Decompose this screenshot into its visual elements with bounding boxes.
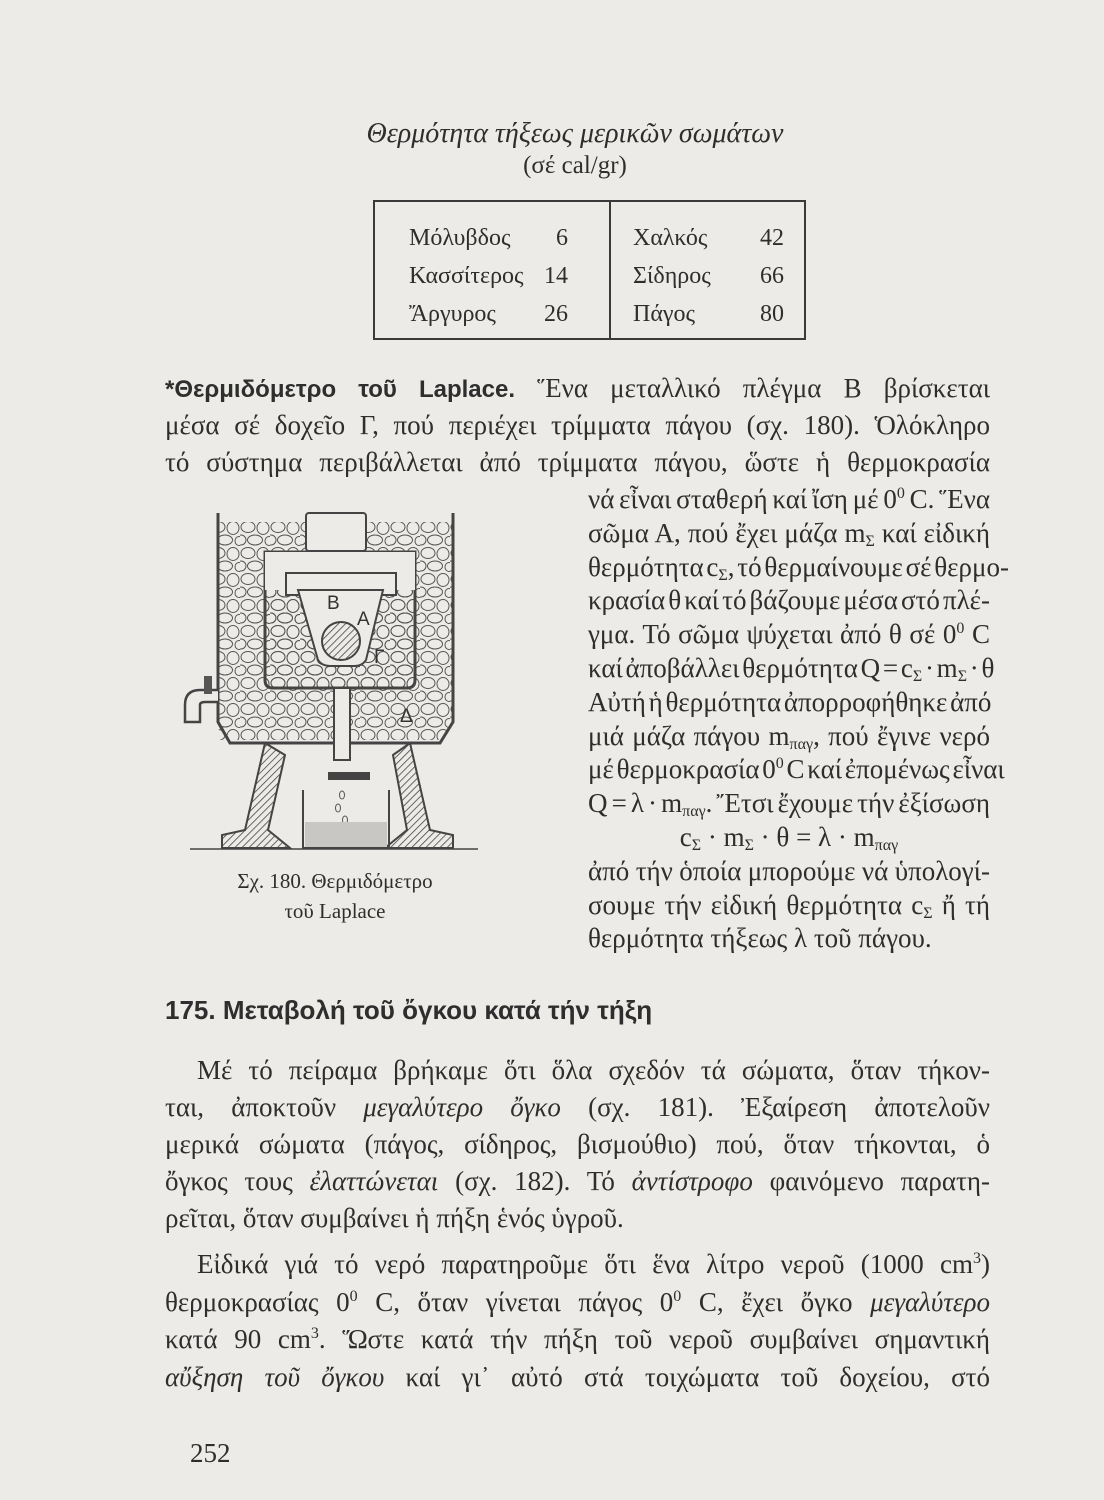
text-segment: ἀντίστροφο — [631, 1166, 753, 1196]
text-segment: Αὐτή ἡ θερμότητα ἀπορροφήθηκε ἀπό — [588, 686, 992, 717]
text-segment: σῶμα Α, πού ἔχει μάζα m — [588, 517, 866, 548]
text-segment: μιά μάζα πάγου m — [588, 720, 790, 751]
text-segment: Σ — [865, 532, 875, 550]
label-gamma: Γ — [374, 647, 385, 668]
text-segment: . Ἔτσι ἔχουμε τήν ἐξίσωση — [705, 788, 990, 819]
table-cell-name: Κασσίτερος — [409, 263, 524, 289]
text-segment: θερμότητα τήξεως λ τοῦ πάγου. — [588, 923, 932, 954]
text-segment: · m — [701, 822, 745, 852]
text-segment: 3 — [973, 1250, 981, 1267]
text-segment: , τό θερμαίνουμε σέ θερμο- — [727, 551, 1009, 582]
text-segment: Εἰδικά γιά τό νερό παρατηροῦμε ὅτι ἕνα λίτρο νεροῦ (1000 cm — [197, 1249, 973, 1279]
table-cell-value: 42 — [760, 225, 784, 251]
text-segment: μερικά σώματα (πάγος, σίδηρος, βισμούθιο) πού, ὅταν τήκονται, ὁ — [165, 1129, 990, 1159]
text-segment: 3 — [310, 1325, 319, 1342]
text-segment: 0 — [673, 1287, 682, 1305]
text-segment: Σ — [744, 837, 754, 854]
text-segment: ἐλαττώνεται — [309, 1166, 439, 1196]
text-segment: (σχ. 182). Τό — [438, 1166, 632, 1196]
text-line — [165, 1164, 990, 1201]
text-segment: Σ — [912, 668, 923, 685]
table-cell-value: 80 — [760, 301, 784, 327]
text-segment: C. Ἕνα — [904, 484, 990, 514]
text-segment: καί γι᾽ αὐτό στά τοιχώματα τοῦ δοχείου, στό — [384, 1361, 991, 1392]
table-cell-value: 26 — [544, 301, 568, 327]
text-segment: 0 — [775, 755, 784, 773]
text-segment: παγ — [682, 803, 706, 821]
text-segment: νά εἶναι σταθερή καί ἴση μέ 0 — [588, 484, 897, 514]
text-segment: μεγαλύτερο — [870, 1286, 990, 1317]
text-line — [165, 1360, 990, 1398]
text-line — [165, 1127, 990, 1164]
text-line — [165, 1285, 990, 1323]
caption-line: τοῦ Laplace — [284, 899, 386, 923]
text-segment: καί εἰδική — [874, 517, 990, 548]
text-segment: καί ἀποβάλλει θερμότητα Q = c — [588, 653, 913, 683]
text-segment: φαινόμενο παρατη- — [752, 1166, 990, 1196]
text-line — [197, 1053, 990, 1090]
text-segment: κρασία θ καί τό βάζουμε μέσα στό πλέ- — [588, 585, 990, 616]
text-line — [197, 1247, 990, 1285]
label-a: A — [357, 609, 370, 630]
text-segment: θερμότητα c — [588, 551, 719, 582]
text-line — [165, 1201, 990, 1238]
text-segment: μεγαλύτερο ὄγκο — [363, 1092, 561, 1122]
body-a-sphere — [322, 622, 360, 660]
text-segment: παγ — [874, 837, 899, 854]
table-cell-name: Πάγος — [633, 301, 696, 327]
side-tap-icon — [185, 676, 218, 722]
table-cell-name: Χαλκός — [633, 225, 708, 251]
bottom-tap-icon — [328, 772, 370, 780]
text-segment: ὄγκος τους — [165, 1166, 310, 1196]
collecting-tray — [303, 790, 389, 848]
table-cell-name: Μόλυβδος — [409, 225, 511, 251]
text-segment: · θ = λ · m — [753, 822, 875, 852]
text-segment: · θ — [967, 653, 995, 683]
text-segment: 0 — [896, 485, 905, 502]
text-segment: ) — [981, 1249, 990, 1279]
figure-caption — [185, 866, 485, 926]
text-segment: ἀπό τήν ὁποία μπορούμε νά ὑπολογί- — [588, 855, 990, 886]
text-segment: ται, ἀποκτοῦν — [165, 1092, 364, 1122]
table-title: Θερμότητα τήξεως μερικῶν σωμάτων — [366, 118, 784, 149]
text-segment: c — [679, 822, 692, 852]
text-segment: ρεῖται, ὅταν συμβαίνει ἡ πήξη ἑνός ὑγροῦ. — [165, 1203, 624, 1233]
text-segment: αὔξηση τοῦ ὄγκου — [165, 1361, 385, 1392]
text-segment: C, ἔχει ὄγκο — [681, 1286, 871, 1317]
text-segment: *Θερμιδόμετρο τοῦ Laplace. — [165, 376, 516, 403]
text-segment: Μέ τό πείραμα βρήκαμε ὅτι ὅλα σχεδόν τά σώματα, ὅταν τήκον- — [197, 1055, 990, 1085]
table-cell-value: 6 — [556, 225, 568, 251]
text-segment: Q = λ · m — [588, 788, 683, 819]
text-segment: γμα. Τό σῶμα ψύχεται ἀπό θ σέ 0 — [588, 619, 957, 650]
page-number: 252 — [190, 1438, 231, 1468]
caption-line: Σχ. 180. Θερμιδόμετρο — [237, 869, 433, 893]
text-line — [165, 1322, 990, 1360]
table-cell-name: Σίδηρος — [633, 263, 711, 289]
text-segment: μέσα σέ δοχεῖο Γ, πού περιέχει τρίμματα πάγου (σχ. 180). Ὁλόκληρο — [165, 410, 990, 440]
text-segment: C, ὅταν γίνεται πάγος 0 — [357, 1286, 674, 1317]
water-drops — [336, 791, 348, 824]
text-segment: θερμοκρασίας 0 — [165, 1286, 350, 1317]
table-cell-value: 14 — [544, 263, 568, 289]
text-segment: · m — [922, 653, 958, 683]
text-segment: (σχ. 181). Ἐξαίρεση ἀποτελοῦν — [560, 1092, 990, 1122]
table-cell-name: Ἄργυρος — [409, 301, 496, 327]
text-segment: C — [964, 619, 990, 650]
text-segment: 0 — [956, 620, 965, 638]
text-segment: σουμε τήν εἰδική θερμότητα c — [588, 889, 924, 920]
table-cell-value: 66 — [760, 263, 784, 289]
text-segment: κατά 90 cm — [165, 1324, 311, 1354]
text-segment: τό σύστημα περιβάλλεται ἀπό τρίμματα πάγου, ὥστε ἡ θερμοκρασία — [165, 447, 990, 477]
text-segment: Ἕνα μεταλλικό πλέγμα Β βρίσκεται — [515, 373, 990, 403]
text-segment: ἤ τή — [932, 889, 991, 920]
text-segment: μέ θερμοκρασία 0 — [588, 754, 776, 785]
label-b: B — [327, 593, 340, 614]
text-segment: Σ — [718, 566, 728, 584]
text-segment: Σ — [691, 837, 702, 854]
label-delta: Δ — [400, 706, 413, 727]
text-segment: παγ — [789, 735, 814, 753]
section-heading: 175. Μεταβολή τοῦ ὄγκου κατά τήν τήξη — [165, 995, 653, 1025]
text-line — [165, 1090, 990, 1127]
text-segment: , πού ἔγινε νερό — [813, 720, 990, 751]
text-segment: Σ — [957, 668, 967, 685]
text-segment: . Ὥστε κατά τήν πήξη τοῦ νεροῦ συμβαίνει σημαντική — [318, 1324, 991, 1354]
text-segment: Σ — [923, 904, 933, 922]
text-segment: 0 — [349, 1287, 358, 1305]
table-units: (σέ cal/gr) — [523, 152, 627, 179]
text-segment: C καί ἐπομένως εἶναι — [783, 754, 1005, 785]
